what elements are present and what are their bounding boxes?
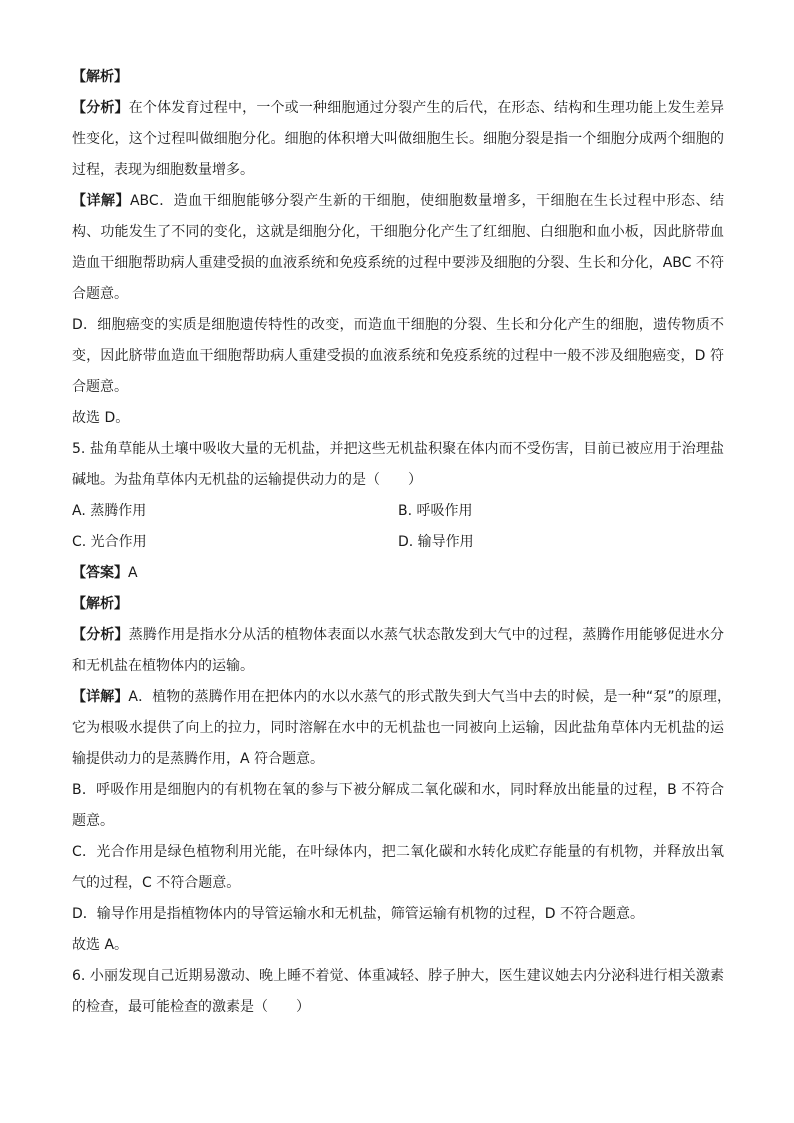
analysis-tag: 【解析】 — [72, 69, 128, 85]
q5-option-a: A. 蒸腾作用 — [72, 503, 147, 519]
document-page — [72, 62, 738, 1023]
xiangjie-tag: 【详解】 — [72, 193, 130, 209]
fenxi-text: 在个体发育过程中，一个或一种细胞通过分裂产生的后代，在形态、结构和生理功能上发生差异性变化，这个过程叫做细胞分化。细胞的体积增大叫做细胞生长。细胞分裂是指一个细胞分成两个细胞的过程，表现为细胞数量增多。 — [72, 100, 725, 178]
q4-analysis-heading — [72, 62, 724, 93]
q5-option-d: D. 输导作用 — [398, 534, 474, 550]
fenxi-tag: 【分析】 — [72, 627, 129, 643]
fenxi-text: 蒸腾作用是指水分从活的植物体表面以水蒸气状态散发到大气中的过程，蒸腾作用能够促进水分和无机盐在植物体内的运输。 — [72, 627, 725, 674]
xiangjie-tag: 【详解】 — [72, 689, 129, 705]
q4-fenxi-paragraph — [72, 93, 724, 186]
q4-conclusion: 故选 D。 — [72, 410, 130, 426]
q5-option-b: B. 呼吸作用 — [398, 503, 473, 519]
xiangjie-text: ABC．造血干细胞能够分裂产生新的干细胞，使细胞数量增多，干细胞在生长过程中形态、结构、功能发生了不同的变化，这就是细胞分化，干细胞分化产生了红细胞、白细胞和血小板，因此脐带血造血干细胞帮助病人重建受损的血液系统和免疫系统的过程中要涉及细胞的分裂、生长和分化，ABC 不符合题意。 — [72, 193, 724, 302]
q5-option-c-explanation: C．光合作用是绿色植物利用光能，在叶绿体内，把二氧化碳和水转化成贮存能量的有机物，并释放出氧气的过程，C 不符合题意。 — [72, 844, 724, 891]
answer-value: A — [128, 565, 138, 581]
answer-tag: 【答案】 — [72, 565, 128, 581]
q5-fenxi-paragraph — [72, 620, 724, 682]
q5-option-c: C. 光合作用 — [72, 534, 147, 550]
q4-xiangjie-paragraph — [72, 186, 724, 310]
q5-answer — [72, 558, 724, 589]
q5-option-b-explanation: B．呼吸作用是细胞内的有机物在氧的参与下被分解成二氧化碳和水，同时释放出能量的过程，B 不符合题意。 — [72, 782, 724, 829]
xiangjie-text: A．植物的蒸腾作用在把体内的水以水蒸气的形式散失到大气当中去的时候，是一种“泵”的原理， 它为根吸水提供了向上的拉力，同时溶解在水中的无机盐也一同被向上运输，因此盐角草体内无机盐的运输提供动力的是蒸腾作用，A 符合题意。 — [72, 689, 738, 767]
q6-stem: 6. 小丽发现自己近期易激动、晚上睡不着觉、体重减轻、脖子肿大，医生建议她去内分泌科进行相关激素的检查，最可能检查的激素是（ ） — [72, 968, 724, 1015]
q5-option-d-explanation: D．输导作用是指植物体内的导管运输水和无机盐，筛管运输有机物的过程，D 不符合题意。 — [72, 906, 645, 922]
q5-analysis-heading — [72, 589, 724, 620]
q5-conclusion: 故选 A。 — [72, 937, 129, 953]
q5-stem: 5. 盐角草能从土壤中吸收大量的无机盐，并把这些无机盐积聚在体内而不受伤害，目前已被应用于治理盐碱地。为盐角草体内无机盐的运输提供动力的是（ ） — [72, 441, 724, 488]
q4-option-d-explanation: D．细胞癌变的实质是细胞遗传特性的改变，而造血干细胞的分裂、生长和分化产生的细胞，遗传物质不变，因此脐带血造血干细胞帮助病人重建受损的血液系统和免疫系统的过程中一般不涉及细胞癌变，D 符合题意。 — [72, 317, 724, 395]
analysis-tag: 【解析】 — [72, 596, 128, 612]
fenxi-tag: 【分析】 — [72, 100, 129, 116]
q5-options — [72, 496, 724, 558]
q5-xiangjie-paragraph — [72, 682, 738, 775]
